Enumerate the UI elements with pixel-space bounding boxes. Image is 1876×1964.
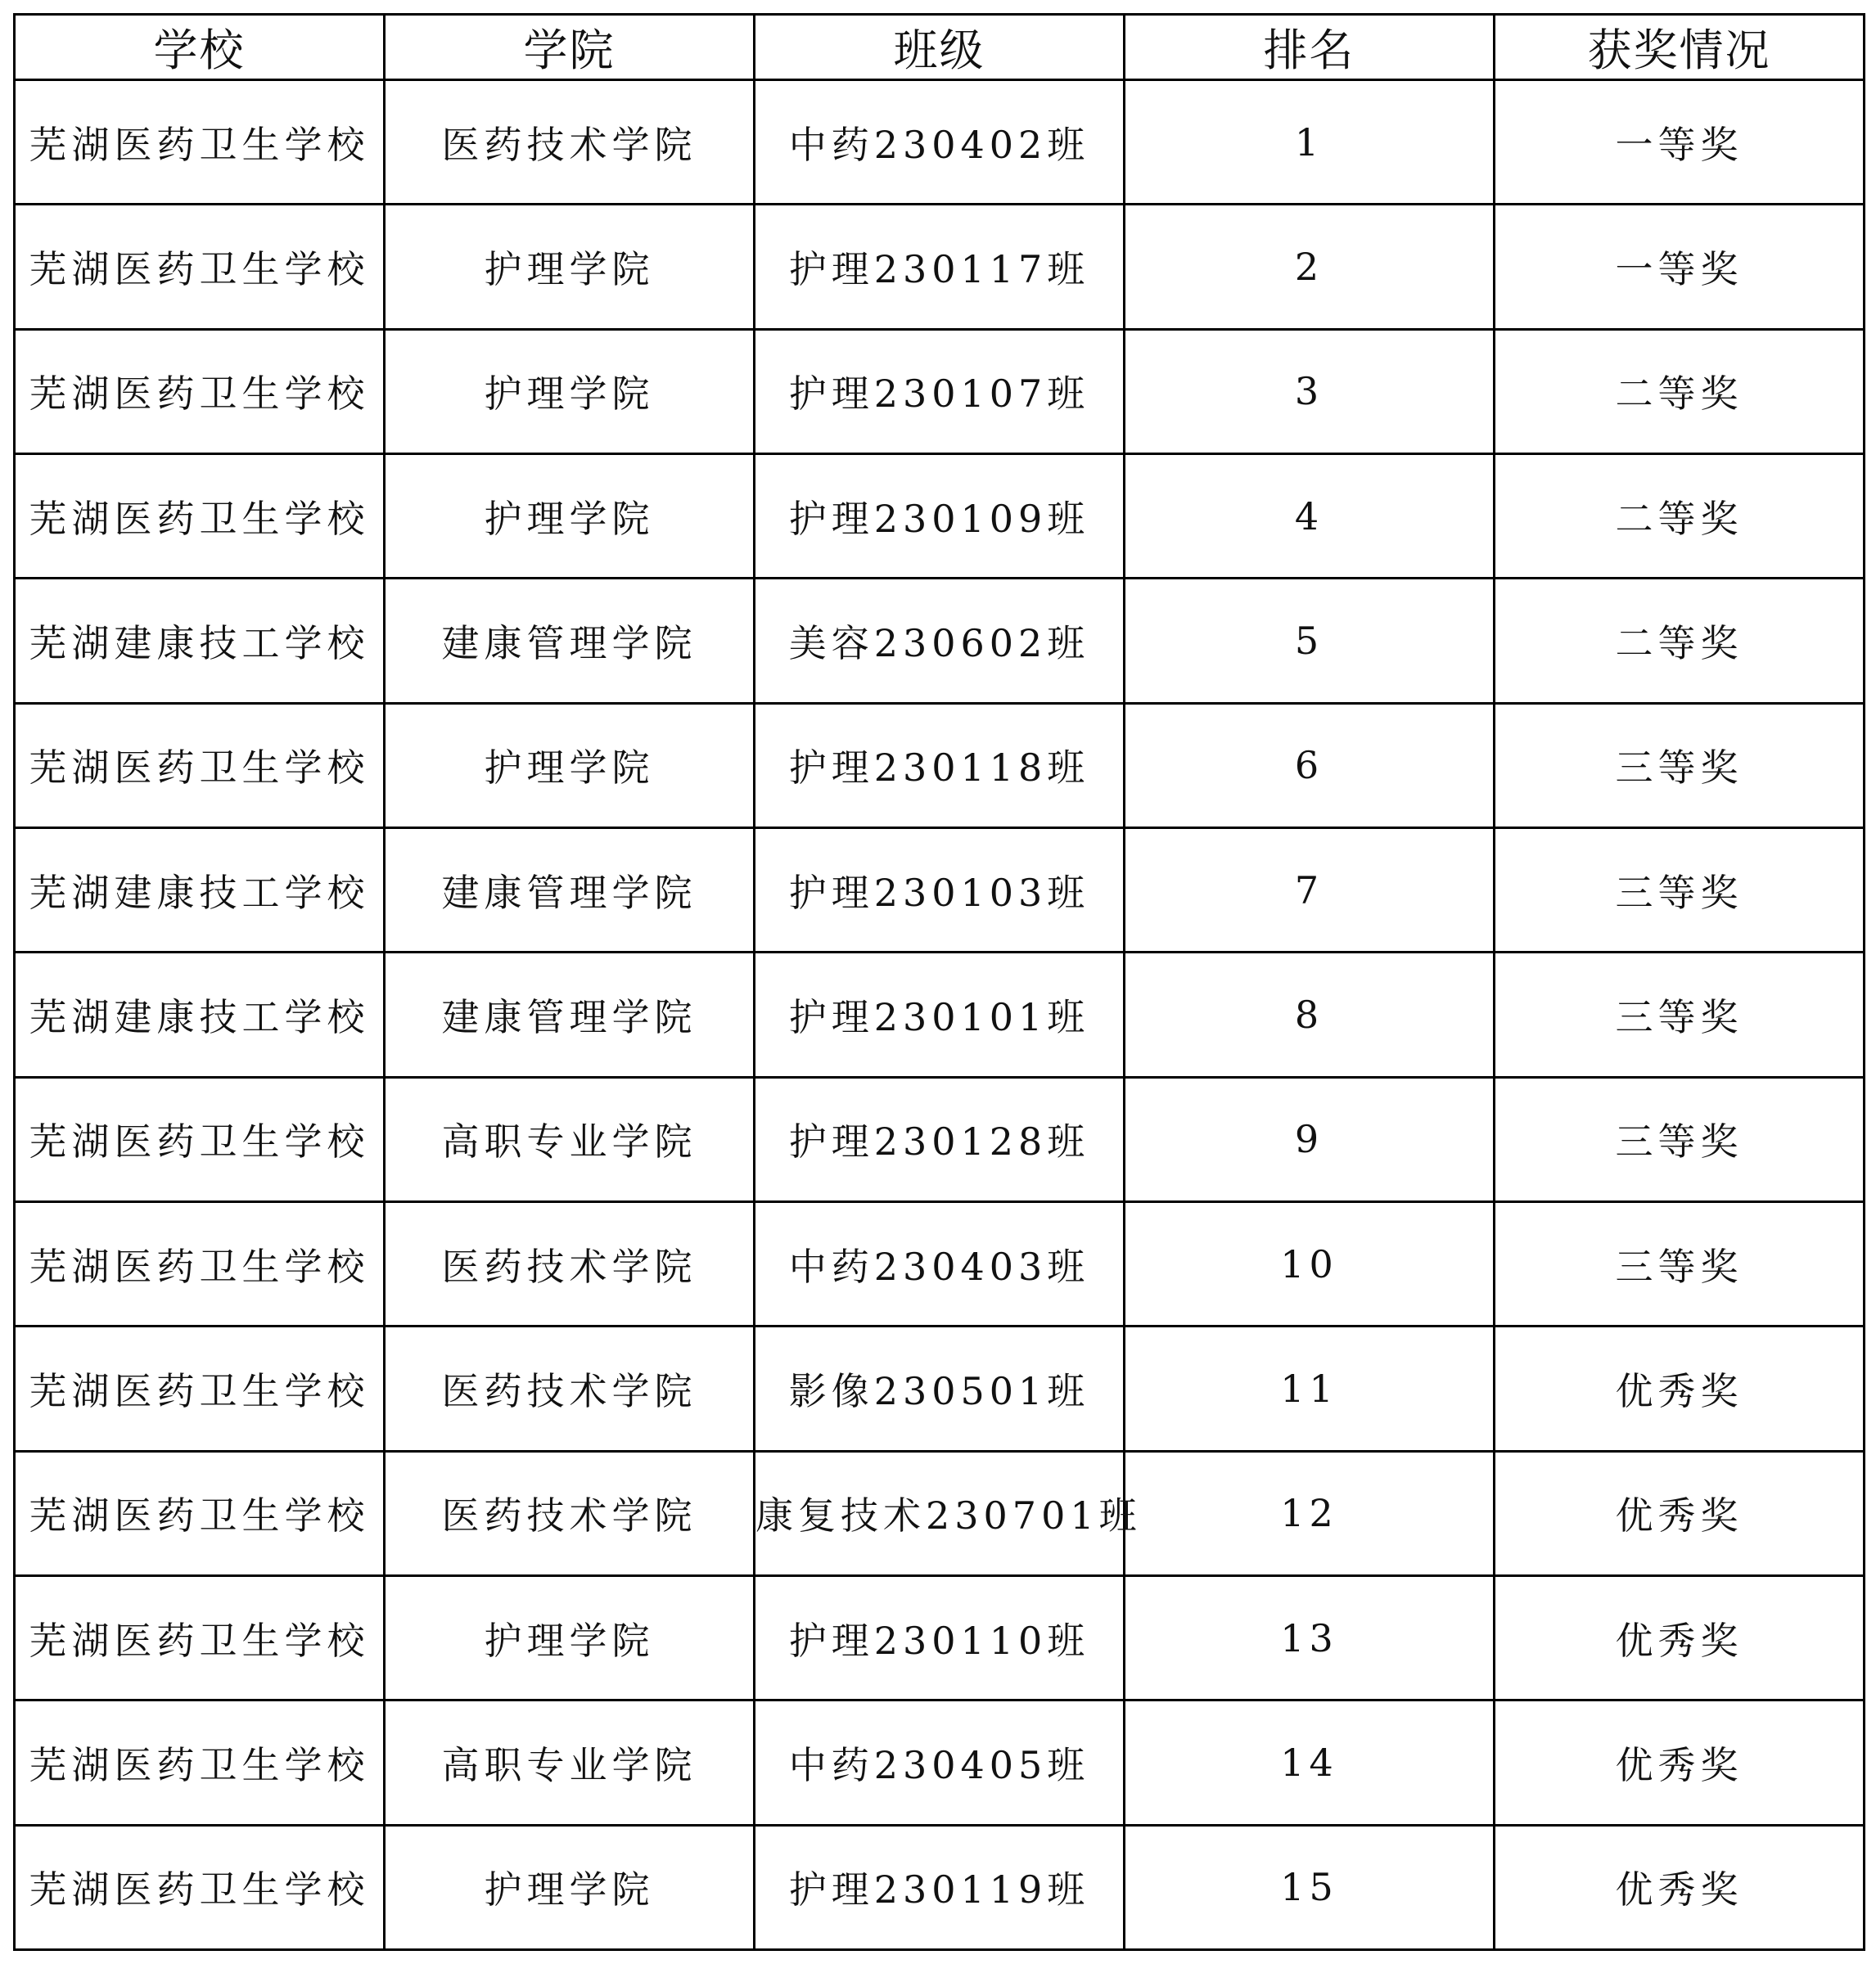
cell-school: 芜湖医药卫生学校	[15, 329, 385, 453]
cell-college: 建康管理学院	[385, 827, 755, 952]
cell-school: 芜湖医药卫生学校	[15, 1700, 385, 1825]
cell-award: 优秀奖	[1495, 1327, 1865, 1451]
table-row	[15, 1825, 1865, 1949]
cell-class: 中药230402班	[755, 80, 1125, 205]
cell-school: 芜湖医药卫生学校	[15, 1077, 385, 1201]
cell-class: 护理230117班	[755, 205, 1125, 329]
cell-college: 高职专业学院	[385, 1077, 755, 1201]
cell-college: 医药技术学院	[385, 80, 755, 205]
cell-rank: 14	[1125, 1700, 1495, 1825]
cell-rank: 2	[1125, 205, 1495, 329]
cell-rank: 7	[1125, 827, 1495, 952]
cell-class: 护理230118班	[755, 703, 1125, 827]
cell-rank: 15	[1125, 1825, 1495, 1949]
awards-table	[13, 13, 1865, 1951]
header-school: 学校	[15, 15, 385, 80]
cell-school: 芜湖医药卫生学校	[15, 1451, 385, 1575]
table-row	[15, 453, 1865, 578]
cell-school: 芜湖医药卫生学校	[15, 453, 385, 578]
cell-college: 建康管理学院	[385, 579, 755, 703]
cell-award: 三等奖	[1495, 703, 1865, 827]
cell-school: 芜湖建康技工学校	[15, 579, 385, 703]
table-body	[15, 80, 1865, 1950]
cell-college: 护理学院	[385, 1575, 755, 1700]
cell-award: 三等奖	[1495, 1077, 1865, 1201]
table-row	[15, 1201, 1865, 1326]
cell-rank: 4	[1125, 453, 1495, 578]
header-award: 获奖情况	[1495, 15, 1865, 80]
cell-class: 护理230119班	[755, 1825, 1125, 1949]
header-class: 班级	[755, 15, 1125, 80]
table-row	[15, 1077, 1865, 1201]
table-row	[15, 329, 1865, 453]
cell-award: 三等奖	[1495, 827, 1865, 952]
table-row	[15, 80, 1865, 205]
cell-school: 芜湖医药卫生学校	[15, 703, 385, 827]
cell-college: 护理学院	[385, 1825, 755, 1949]
cell-class: 护理230107班	[755, 329, 1125, 453]
cell-school: 芜湖建康技工学校	[15, 953, 385, 1077]
cell-college: 医药技术学院	[385, 1451, 755, 1575]
cell-award: 三等奖	[1495, 953, 1865, 1077]
cell-award: 优秀奖	[1495, 1825, 1865, 1949]
cell-rank: 13	[1125, 1575, 1495, 1700]
cell-class: 康复技术230701班	[755, 1451, 1125, 1575]
table-row	[15, 827, 1865, 952]
cell-rank: 8	[1125, 953, 1495, 1077]
table-row	[15, 205, 1865, 329]
cell-rank: 6	[1125, 703, 1495, 827]
cell-class: 护理230109班	[755, 453, 1125, 578]
cell-school: 芜湖医药卫生学校	[15, 1201, 385, 1326]
table-row	[15, 703, 1865, 827]
table-row	[15, 579, 1865, 703]
cell-rank: 1	[1125, 80, 1495, 205]
table-row	[15, 1327, 1865, 1451]
header-college: 学院	[385, 15, 755, 80]
cell-school: 芜湖医药卫生学校	[15, 1825, 385, 1949]
header-row	[15, 15, 1865, 80]
cell-award: 二等奖	[1495, 329, 1865, 453]
awards-table-container	[13, 13, 1863, 1951]
cell-class: 中药230405班	[755, 1700, 1125, 1825]
cell-rank: 12	[1125, 1451, 1495, 1575]
table-row	[15, 953, 1865, 1077]
cell-school: 芜湖医药卫生学校	[15, 205, 385, 329]
cell-college: 护理学院	[385, 205, 755, 329]
cell-class: 护理230110班	[755, 1575, 1125, 1700]
cell-college: 护理学院	[385, 453, 755, 578]
cell-class: 美容230602班	[755, 579, 1125, 703]
header-rank: 排名	[1125, 15, 1495, 80]
table-row	[15, 1575, 1865, 1700]
cell-award: 二等奖	[1495, 579, 1865, 703]
cell-rank: 9	[1125, 1077, 1495, 1201]
cell-class: 护理230101班	[755, 953, 1125, 1077]
cell-rank: 5	[1125, 579, 1495, 703]
cell-class: 影像230501班	[755, 1327, 1125, 1451]
cell-rank: 10	[1125, 1201, 1495, 1326]
cell-college: 高职专业学院	[385, 1700, 755, 1825]
cell-class: 中药230403班	[755, 1201, 1125, 1326]
cell-class: 护理230128班	[755, 1077, 1125, 1201]
cell-award: 优秀奖	[1495, 1451, 1865, 1575]
cell-school: 芜湖医药卫生学校	[15, 1327, 385, 1451]
cell-school: 芜湖医药卫生学校	[15, 1575, 385, 1700]
cell-college: 医药技术学院	[385, 1201, 755, 1326]
cell-school: 芜湖医药卫生学校	[15, 80, 385, 205]
table-row	[15, 1451, 1865, 1575]
cell-award: 优秀奖	[1495, 1575, 1865, 1700]
cell-award: 三等奖	[1495, 1201, 1865, 1326]
cell-class: 护理230103班	[755, 827, 1125, 952]
table-row	[15, 1700, 1865, 1825]
cell-school: 芜湖建康技工学校	[15, 827, 385, 952]
cell-college: 护理学院	[385, 703, 755, 827]
cell-award: 优秀奖	[1495, 1700, 1865, 1825]
cell-college: 医药技术学院	[385, 1327, 755, 1451]
cell-award: 二等奖	[1495, 453, 1865, 578]
cell-college: 护理学院	[385, 329, 755, 453]
cell-rank: 11	[1125, 1327, 1495, 1451]
cell-college: 建康管理学院	[385, 953, 755, 1077]
cell-award: 一等奖	[1495, 205, 1865, 329]
cell-award: 一等奖	[1495, 80, 1865, 205]
cell-rank: 3	[1125, 329, 1495, 453]
